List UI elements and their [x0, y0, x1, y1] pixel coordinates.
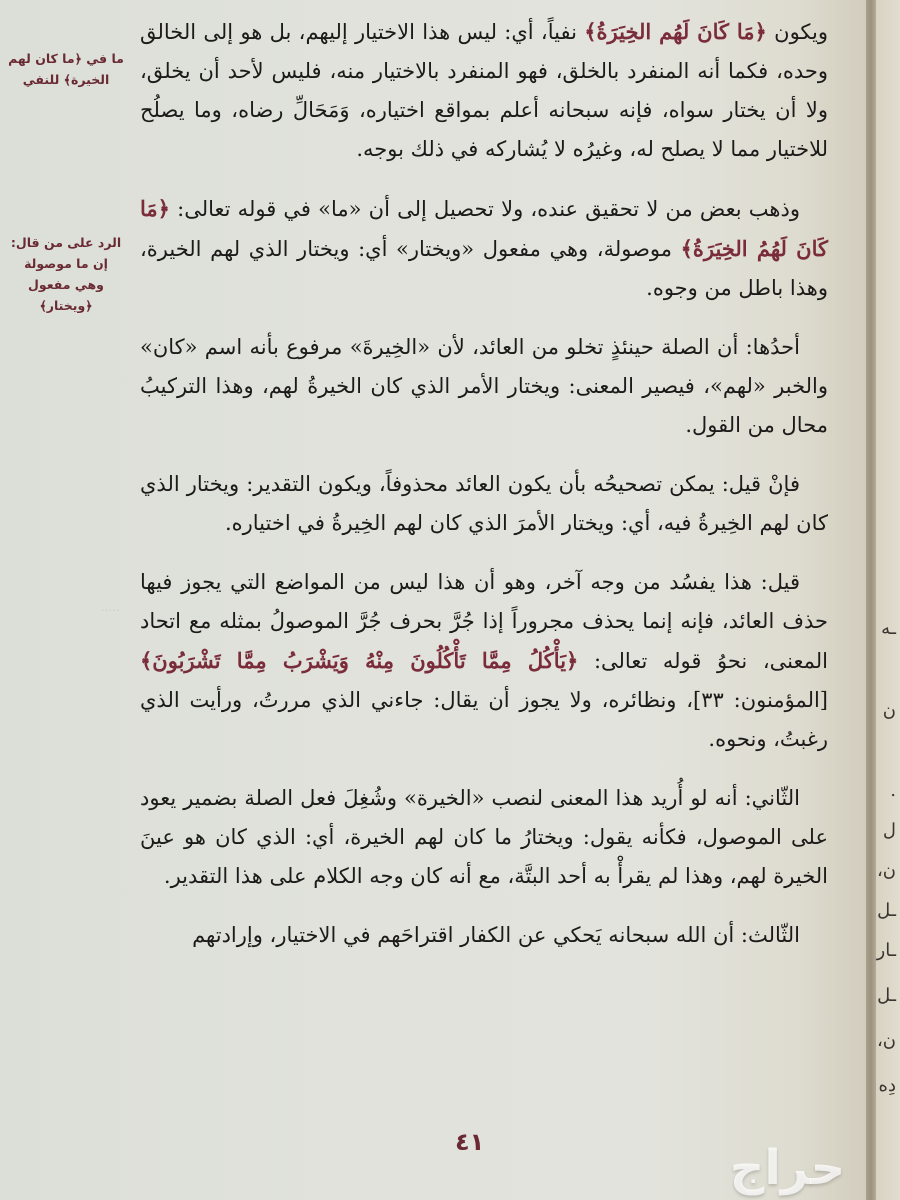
text-segment: قيل: هذا يفسُد من وجه آخر، وهو أن هذا ليس من المواضع التي يجوز فيها حذف العائد، فإنه إنما يحذف مجروراً إذا جُرَّ بحرف جُرَّ الموصولُ بمثله مع اتحاد المعنى، نحوُ قوله تعالى:: [140, 570, 828, 673]
paragraph-2: [140, 189, 828, 308]
text-segment: وذهب بعض من لا تحقيق عنده، ولا تحصيل إلى أن «ما» في قوله تعالى:: [169, 197, 800, 221]
bleed-through-text: .....: [100, 600, 120, 614]
paragraph-7: [140, 916, 828, 955]
quran-quote: ﴿مَا كَانَ لَهُمُ الخِيَرَةُ﴾: [140, 196, 828, 261]
paragraph-1: [140, 12, 828, 169]
page-number: ٤١: [455, 1128, 485, 1156]
text-segment: أحدُها: أن الصلة حينئذٍ تخلو من العائد، لأن «الخِيرةَ» مرفوع بأنه اسم «كان» والخبر «لهم»، فيصير المعنى: ويختار الأمر الذي كان الخيرةُ لهم، وهذا التركيبُ محال من القول.: [140, 335, 829, 437]
margin-note-negation: [8, 48, 124, 90]
adjacent-fragment: ـار: [876, 940, 896, 961]
margin-note-text: ما في ﴿ما كان لهم الخيرة﴾ للنفي: [8, 51, 124, 87]
paragraph-3: [140, 328, 828, 445]
adjacent-fragment: ـه: [881, 618, 896, 639]
paragraph-6: [140, 779, 828, 896]
adjacent-fragment: ـل: [877, 900, 896, 921]
adjacent-fragment: ن،: [876, 1030, 896, 1051]
quran-quote: ﴿يَأْكُلُ مِمَّا تَأْكُلُونَ مِنْهُ وَيَشْرَبُ مِمَّا تَشْرَبُونَ﴾: [140, 648, 579, 673]
adjacent-fragment: ـل: [877, 985, 896, 1006]
margin-note-text: الرد على من قال: إن ما موصولة وهي مفعول ﴿ويختار﴾: [10, 235, 122, 313]
text-segment: الثّالث: أن الله سبحانه يَحكي عن الكفار اقتراحَهم في الاختيار، وإرادتهم: [192, 923, 800, 947]
adjacent-fragment: .: [890, 780, 896, 801]
adjacent-fragment: ل: [882, 820, 896, 841]
adjacent-fragment: دِه: [878, 1075, 896, 1096]
text-segment: ويكون: [766, 20, 829, 44]
text-segment: الثّاني: أنه لو أُريد هذا المعنى لنصب «الخيرة» وشُغِلَ فعل الصلة بضمير يعود على الموصول، فكأنه يقول: ويختارُ ما كان لهم الخيرة، أي: الذي كان هو عينَ الخيرة لهم، وهذا لم يقرأْ به أحد البتَّة، مع أنه كان وجه الكلام على هذا التقدير.: [140, 786, 828, 888]
adjacent-page-edge: [876, 0, 900, 1200]
text-segment: [المؤمنون: ٣٣]، ونظائره، ولا يجوز أن يقال: جاءني الذي مررتُ، ورأيت الذي رغبتُ، ونحوه.: [140, 688, 828, 751]
text-segment: موصولة، وهي مفعول «ويختار» أي: ويختار الذي لهم الخيرة، وهذا باطل من وجوه.: [140, 237, 828, 300]
adjacent-fragment: ن: [882, 700, 896, 721]
adjacent-fragment: ن،: [876, 860, 896, 881]
main-text-block: [140, 12, 828, 975]
text-segment: نفياً، أي: ليس هذا الاختيار إليهم، بل هو إلى الخالق وحده، فكما أنه المنفرد بالخلق، فهو المنفرد بالاختيار منه، فليس لأحد أن يخلق، ولا أن يختار سواه، فإنه سبحانه أعلم بمواقع اختياره، وَمَحَالِّ رضاه، وما يصلُح للاختيار مما لا يصلح له، وغيرُه لا يُشاركه في ذلك بوجه.: [140, 20, 828, 161]
book-gutter: [866, 0, 876, 1200]
haraj-watermark: حراج: [729, 1140, 846, 1196]
text-segment: فإنْ قيل: يمكن تصحيحُه بأن يكون العائد محذوفاً، ويكون التقدير: ويختار الذي كان لهم الخِيرةُ فيه، أي: ويختار الأمرَ الذي كان لهم الخِيرةُ في اختياره.: [140, 472, 828, 535]
margin-note-refutation: [8, 232, 124, 316]
paragraph-4: [140, 465, 828, 543]
quran-quote: ﴿مَا كَانَ لَهُم الخِيَرَةُ﴾: [584, 19, 767, 44]
paragraph-5: [140, 563, 828, 759]
